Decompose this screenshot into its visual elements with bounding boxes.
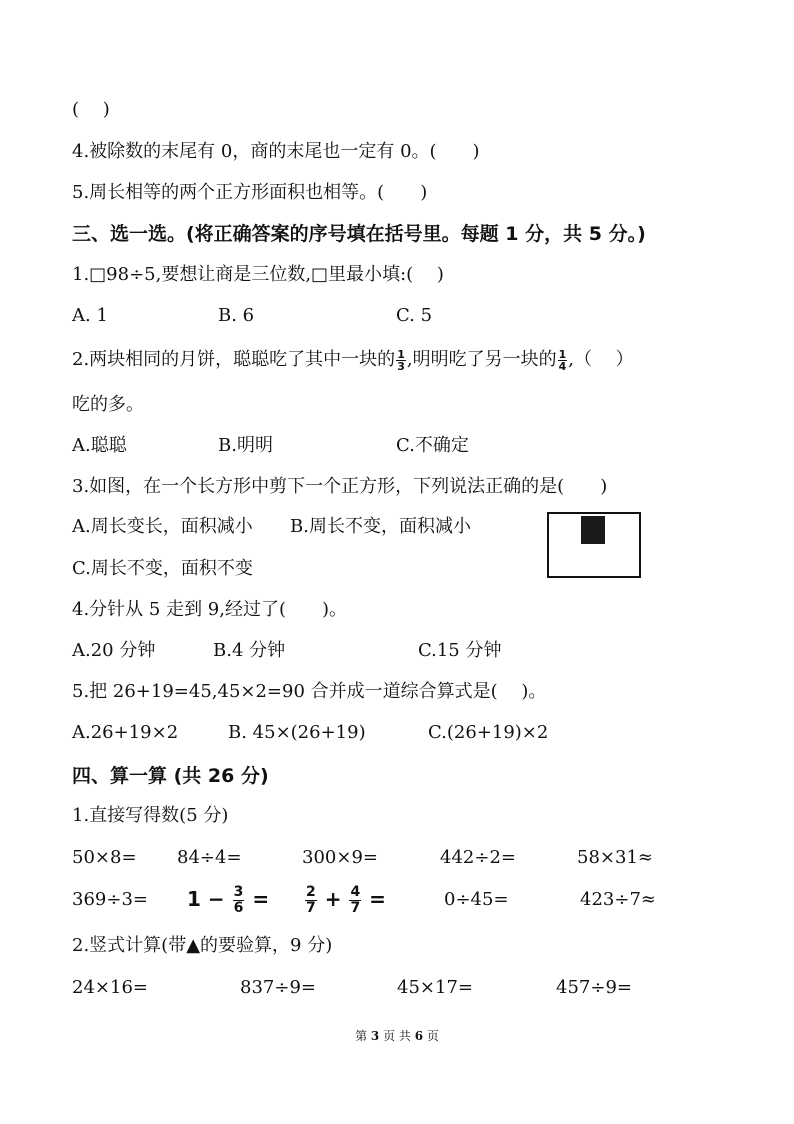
q2-text-continued: 吃的多。 (72, 394, 144, 415)
fraction-numerator: 1 (558, 347, 567, 361)
choice-question-4: 4.分针从 5 走到 9,经过了( )。 (72, 599, 348, 620)
total-page-count: 6 (414, 1029, 424, 1043)
q3-option-b: B.周长不变，面积减小 (290, 516, 471, 537)
expression-part: = (362, 887, 386, 911)
calc-part-2-title: 2.竖式计算(带▲的要验算，9 分) (72, 935, 333, 956)
fraction-numerator: 1 (397, 347, 405, 361)
fraction-two-sevenths (305, 885, 317, 916)
judge-question-4: 4.被除数的末尾有 0，商的末尾也一定有 0。( ) (72, 141, 480, 162)
page-footer (0, 1028, 794, 1044)
fraction-denominator: 7 (306, 900, 316, 916)
cut-square-shape (581, 516, 605, 544)
q2-text-part-1: 2.两块相同的月饼，聪聪吃了其中一块的 (72, 349, 396, 370)
expression-part: = (245, 887, 270, 911)
footer-text: 页 (423, 1029, 439, 1043)
fraction-one-fourth (558, 349, 568, 372)
fraction-subtraction-item (187, 885, 269, 916)
footer-text: 第 (355, 1029, 371, 1043)
fraction-denominator: 7 (350, 900, 361, 916)
oral-calc-item: 442÷2= (440, 847, 516, 868)
fraction-numerator: 3 (233, 884, 244, 900)
oral-calc-item: 423÷7≈ (580, 889, 656, 910)
fraction-addition-item (304, 885, 386, 916)
q2-option-a: A.聪聪 (72, 435, 127, 456)
written-calc-item: 24×16= (72, 977, 148, 998)
q4-option-a: A.20 分钟 (72, 640, 156, 661)
written-calc-item: 837÷9= (240, 977, 316, 998)
written-calc-item: 457÷9= (556, 977, 632, 998)
fraction-three-sixths (233, 885, 245, 916)
q5-option-b: B. 45×(26+19) (228, 722, 366, 743)
q2-text-part-3: ,（ ） (568, 349, 634, 370)
footer-text: 页 共 (379, 1029, 415, 1043)
fraction-four-sevenths (349, 885, 361, 916)
q4-option-b: B.4 分钟 (213, 640, 286, 661)
q1-option-b: B. 6 (218, 305, 255, 326)
q3-option-c: C.周长不变，面积不变 (72, 558, 253, 579)
fraction-denominator: 6 (233, 900, 244, 916)
calc-part-1-title: 1.直接写得数(5 分) (72, 805, 229, 826)
q3-option-a: A.周长变长，面积减小 (72, 516, 253, 537)
q4-option-c: C.15 分钟 (418, 640, 502, 661)
written-calc-item: 45×17= (397, 977, 473, 998)
q1-option-a: A. 1 (72, 305, 108, 326)
oral-calc-item: 50×8= (72, 847, 137, 868)
continued-answer-blank: ( ) (72, 99, 110, 120)
q2-option-b: B.明明 (218, 435, 273, 456)
current-page-number: 3 (370, 1029, 380, 1043)
rectangle-figure (547, 512, 641, 578)
oral-calc-item: 300×9= (302, 847, 378, 868)
q5-option-c: C.(26+19)×2 (428, 722, 549, 743)
fraction-one-third (396, 349, 406, 372)
expression-part: 1 − (187, 887, 232, 911)
fraction-denominator: 3 (397, 359, 405, 373)
choice-question-5: 5.把 26+19=45,45×2=90 合并成一道综合算式是( )。 (72, 681, 547, 702)
fraction-denominator: 4 (558, 359, 567, 373)
oral-calc-item: 0÷45= (444, 889, 509, 910)
oral-calc-item: 369÷3= (72, 889, 148, 910)
q5-option-a: A.26+19×2 (72, 722, 179, 743)
q2-text-part-2: ,明明吃了另一块的 (406, 349, 557, 370)
choice-question-1: 1.□98÷5,要想让商是三位数,□里最小填:( ) (72, 264, 444, 285)
oral-calc-item: 58×31≈ (577, 847, 653, 868)
fraction-numerator: 2 (306, 884, 316, 900)
section-3-title: 三、选一选。(将正确答案的序号填在括号里。每题 1 分，共 5 分。) (72, 223, 646, 245)
expression-part: + (317, 887, 349, 911)
oral-calc-item: 84÷4= (177, 847, 242, 868)
choice-question-2 (72, 347, 634, 373)
judge-question-5: 5.周长相等的两个正方形面积也相等。( ) (72, 182, 428, 203)
q1-option-c: C. 5 (396, 305, 433, 326)
fraction-numerator: 4 (350, 884, 361, 900)
section-4-title: 四、算一算 (共 26 分) (72, 765, 269, 787)
q2-option-c: C.不确定 (396, 435, 469, 456)
choice-question-3: 3.如图，在一个长方形中剪下一个正方形，下列说法正确的是( ) (72, 476, 608, 497)
